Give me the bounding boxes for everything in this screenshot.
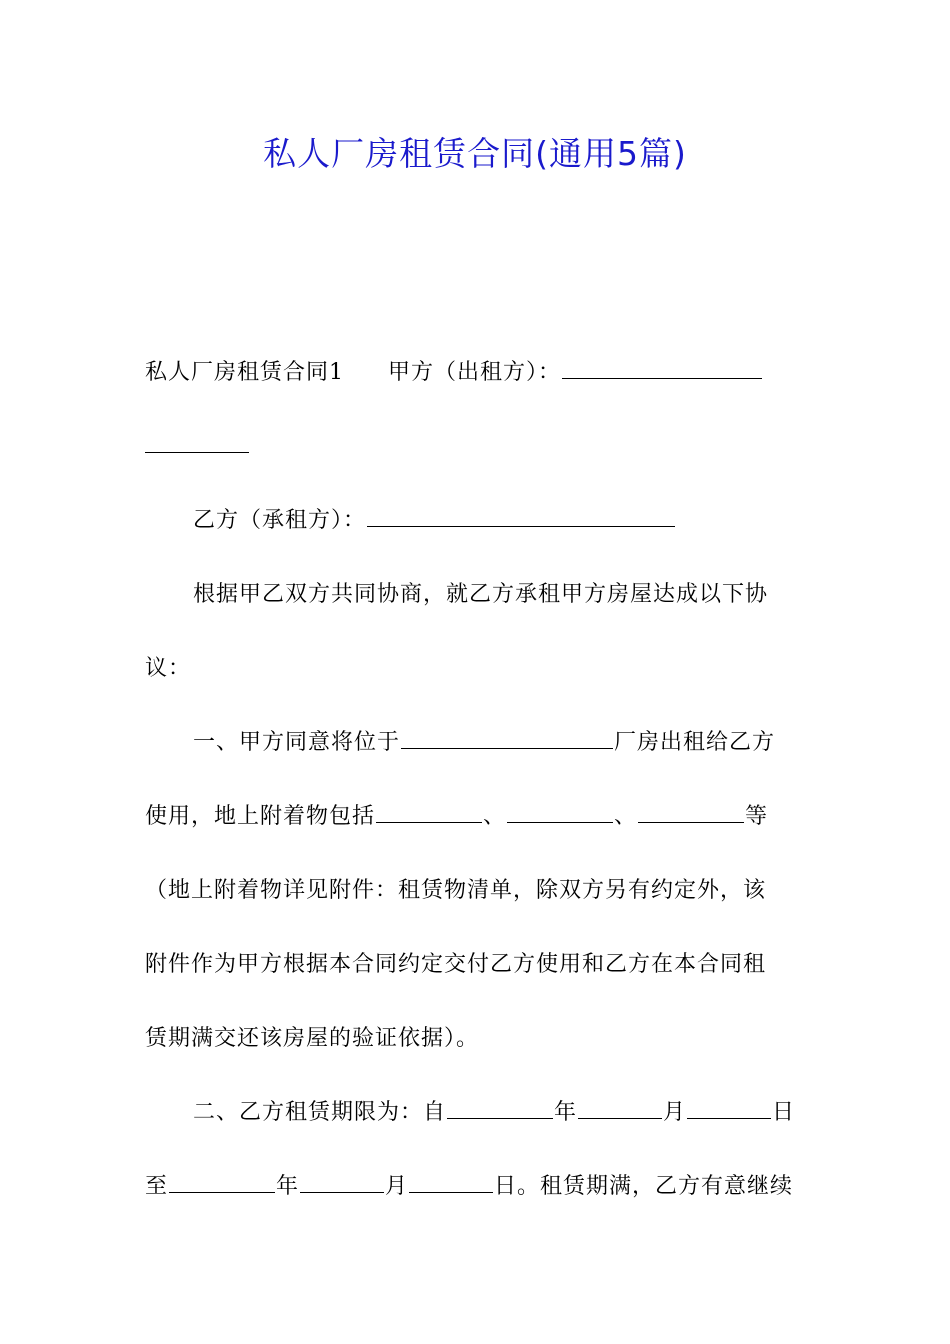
start-month-blank: [578, 1100, 662, 1119]
attachments-text: 使用，地上附着物包括: [145, 804, 376, 829]
clause-1-note-2: 附件作为甲方根据本合同约定交付乙方使用和乙方在本合同租: [145, 952, 767, 977]
day-label: 日: [772, 1100, 796, 1125]
document-body: [145, 336, 810, 1224]
end-day-blank: [409, 1174, 493, 1193]
line-clause-1: [145, 706, 810, 780]
attachment-blank-1: [376, 804, 482, 823]
party-a-label: 甲方（出租方）：: [388, 360, 562, 385]
to-label: 至: [145, 1174, 169, 1199]
clause-2-text-end: 日。租赁期满，乙方有意继续: [494, 1174, 794, 1199]
month-label: 月: [663, 1100, 687, 1125]
party-a-blank: [562, 360, 762, 379]
line-clause-1-note-3: [145, 1002, 810, 1076]
end-year-label: 年: [276, 1174, 300, 1199]
start-year-blank: [447, 1100, 553, 1119]
line-preamble-end: [145, 632, 810, 706]
line-party-a-cont: [145, 410, 810, 484]
clause-1-note-3: 赁期满交还该房屋的验证依据）。: [145, 1026, 480, 1051]
preamble-text-end: 议：: [145, 656, 192, 681]
end-month-label: 月: [385, 1174, 409, 1199]
clause-1-text-b: 厂房出租给乙方: [614, 730, 776, 755]
start-day-blank: [687, 1100, 771, 1119]
line-party-a: [145, 336, 810, 410]
location-blank: [401, 730, 613, 749]
separator-2: 、: [614, 804, 638, 829]
attachments-etc: 等: [745, 804, 769, 829]
line-clause-1-cont: [145, 780, 810, 854]
end-month-blank: [300, 1174, 384, 1193]
line-clause-1-note: [145, 854, 810, 928]
document-title: 私人厂房租赁合同(通用5篇): [263, 134, 687, 173]
party-a-blank-cont: [145, 434, 249, 453]
end-year-blank: [169, 1174, 275, 1193]
attachment-blank-2: [507, 804, 613, 823]
line-party-b: [145, 484, 810, 558]
party-b-label: 乙方（承租方）：: [193, 508, 367, 533]
year-label: 年: [554, 1100, 578, 1125]
party-b-blank: [367, 508, 675, 527]
attachment-blank-3: [638, 804, 744, 823]
line-preamble: [145, 558, 810, 632]
clause-1-note-1: （地上附着物详见附件：租赁物清单，除双方另有约定外，该: [145, 878, 767, 903]
preamble-text: 根据甲乙双方共同协商，就乙方承租甲方房屋达成以下协: [193, 582, 769, 607]
line-clause-1-note-2: [145, 928, 810, 1002]
line-clause-2-cont: [145, 1150, 810, 1224]
contract-heading-1: 私人厂房租赁合同1: [145, 360, 344, 385]
clause-1-text-a: 一、甲方同意将位于: [193, 730, 401, 755]
line-clause-2: [145, 1076, 810, 1150]
clause-2-text: 二、乙方租赁期限为：自: [193, 1100, 447, 1125]
separator-1: 、: [483, 804, 507, 829]
